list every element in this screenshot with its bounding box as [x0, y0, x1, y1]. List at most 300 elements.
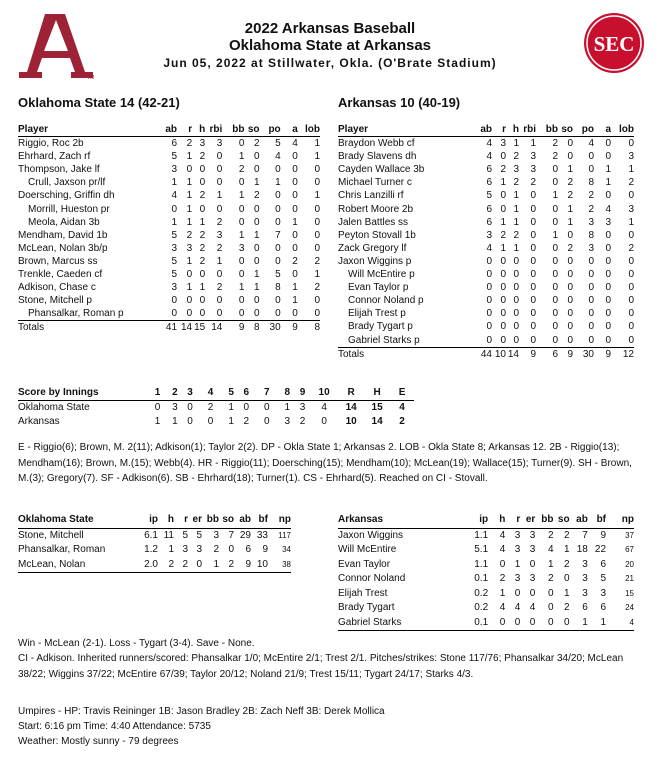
stat-cell: 0	[216, 203, 223, 215]
stat-cell: 0	[253, 242, 260, 254]
stat-cell: 0	[199, 295, 206, 307]
column-header: lob	[298, 123, 320, 137]
player-name: Doersching, Griffin dh	[18, 190, 115, 202]
innings-row	[18, 401, 414, 416]
column-header: a	[594, 123, 611, 137]
player-row	[338, 255, 634, 268]
column-header: Oklahoma State	[18, 513, 136, 528]
stat-cell: 2	[199, 242, 206, 254]
stat-cell: 1	[186, 216, 193, 228]
stat-cell: 3	[182, 544, 188, 555]
player-name: Connor Noland	[338, 573, 406, 584]
player-row	[338, 176, 634, 189]
inning-cell: 4	[399, 402, 405, 413]
stat-cell: 1	[216, 190, 223, 202]
stat-cell: 0	[500, 321, 506, 333]
stat-cell: 2	[547, 529, 554, 541]
stat-cell: 1	[564, 587, 570, 599]
stat-cell: 3	[530, 151, 536, 163]
player-row	[338, 307, 634, 320]
stat-cell: 0	[292, 269, 298, 281]
stat-cell: 2	[314, 255, 320, 267]
stat-cell: 0	[314, 295, 320, 307]
stat-cell: 0	[605, 151, 611, 163]
stat-cell: 0	[314, 164, 320, 176]
stat-cell: 21	[625, 574, 634, 583]
inning-cell: 0	[207, 416, 214, 427]
stat-cell: 0	[253, 164, 260, 176]
stat-cell: 4	[486, 151, 492, 163]
stat-cell: 1	[238, 190, 245, 202]
team-name: Oklahoma State	[18, 402, 90, 413]
stat-cell: 1.1	[474, 558, 489, 570]
stat-cell: 0	[506, 334, 519, 348]
stat-cell: 2	[186, 229, 193, 241]
column-header: Player	[18, 123, 152, 137]
home-box-score	[18, 123, 320, 335]
player-name: Crull, Jaxson pr/lf	[28, 177, 106, 189]
stat-cell: 0	[588, 308, 594, 320]
dateline: Jun 05, 2022 at Stillwater, Okla. (O'Brate Stadium)	[163, 56, 497, 70]
player-row	[338, 558, 634, 573]
stat-cell: 1	[186, 151, 193, 163]
game-title: 2022 Arkansas Baseball	[244, 20, 416, 37]
stat-cell: 2	[628, 177, 634, 189]
stat-cell: 0	[260, 307, 281, 321]
stat-cell: 2	[513, 151, 519, 163]
away-pitching	[338, 513, 634, 631]
total-cell: 8	[314, 322, 320, 334]
total-cell: 8	[253, 322, 260, 334]
stat-cell: 6.1	[144, 529, 158, 541]
inning-cell: 1	[228, 402, 234, 413]
stat-cell: 24	[625, 603, 634, 612]
stat-cell: 3	[186, 242, 193, 254]
stat-cell: 0	[292, 203, 298, 215]
stat-cell: 0	[205, 307, 222, 321]
stat-cell: 2	[213, 544, 219, 555]
stat-cell: 0	[253, 295, 260, 307]
column-header: r	[492, 123, 506, 137]
home-pitching	[18, 513, 291, 573]
stat-cell: 0	[567, 229, 573, 241]
inning-cell: 0	[243, 402, 250, 413]
stat-cell: 1	[314, 151, 320, 163]
player-row	[18, 176, 320, 189]
stat-cell: 1	[202, 558, 219, 573]
stat-cell: 2	[513, 177, 519, 189]
innings-row	[18, 415, 414, 429]
stat-cell: 1	[292, 295, 298, 307]
total-cell: 12	[622, 348, 634, 360]
total-cell: 9	[238, 322, 245, 334]
inning-cell: 0	[321, 416, 327, 427]
stat-cell: 1	[547, 558, 554, 570]
inning-cell: 3	[284, 416, 291, 427]
stat-cell: 5	[171, 229, 178, 241]
stat-cell: 0	[500, 308, 506, 320]
player-row	[18, 216, 320, 229]
column-header: np	[606, 513, 634, 528]
stat-cell: 0	[588, 151, 594, 163]
stat-cell: 0	[244, 307, 259, 321]
stat-cell: 2	[500, 229, 506, 241]
stat-cell: 0	[228, 544, 234, 555]
innings-column: 1	[148, 386, 167, 401]
player-name: Adkison, Chase c	[18, 282, 96, 294]
stat-cell: 3	[582, 558, 588, 570]
stat-cell: 1	[552, 190, 558, 202]
stat-cell: 0	[238, 295, 245, 307]
innings-column: Score by Innings	[18, 386, 148, 401]
player-row	[338, 137, 634, 151]
stat-cell: 0	[530, 190, 536, 202]
away-team-heading: Arkansas 10 (40-19)	[338, 95, 461, 110]
stat-cell: 3	[513, 164, 519, 176]
player-row	[338, 203, 634, 216]
stat-cell: 0	[216, 164, 223, 176]
stat-cell: 1	[552, 229, 558, 241]
stat-cell: 0	[253, 151, 260, 163]
stat-cell: 1	[605, 164, 611, 176]
player-row	[18, 255, 320, 268]
stat-cell: 0	[628, 282, 634, 294]
player-name: Riggio, Roc 2b	[18, 138, 84, 150]
stat-cell: 3	[588, 242, 594, 254]
stat-cell: 0	[253, 216, 260, 228]
player-row	[18, 163, 320, 176]
player-row	[338, 268, 634, 281]
misc-notes: CI - Adkison. Inherited runners/scored: Phansalkar 1/0; McEntire 2/1; Trest 2/1. Pitches/strikes: Stone 117/76; Phansalkar 34/20; McLean 38/22; Wiggins 37/22; McEntire 67/39; Taylor 20/12; Noland 21/9; Trest 15/11; Tygart 24/17; Starks 4/3.	[18, 653, 624, 680]
stat-cell: 15	[625, 588, 634, 598]
column-header: bb	[535, 513, 553, 528]
stat-cell: 0	[171, 295, 178, 307]
stat-cell: 9	[600, 529, 607, 541]
stat-cell: 0	[500, 151, 506, 163]
stat-cell: 1	[186, 255, 193, 267]
inning-cell: 2	[399, 416, 405, 427]
stat-cell: 0	[567, 295, 573, 307]
player-row	[338, 320, 634, 333]
stat-cell: 3	[605, 216, 611, 228]
stat-cell: 22	[594, 544, 607, 555]
stat-cell: 2	[547, 573, 554, 584]
player-row	[338, 601, 634, 616]
stat-cell: 0	[530, 321, 536, 333]
column-header: ab	[152, 123, 177, 137]
stat-cell: 0	[275, 164, 281, 176]
total-cell: 9	[567, 348, 573, 360]
total-cell: 10	[494, 348, 506, 360]
stat-cell: 0	[530, 269, 536, 281]
stat-cell: 2	[199, 190, 206, 202]
stat-cell: 5	[600, 573, 607, 584]
stat-cell: 3	[216, 138, 223, 150]
stat-cell: 0	[314, 203, 320, 215]
column-header: so	[219, 513, 234, 528]
innings-column: 10	[310, 386, 338, 401]
stat-cell: 0	[216, 269, 223, 281]
stat-cell: 3	[628, 151, 634, 163]
stat-cell: 4	[292, 138, 298, 150]
stat-cell: 2	[564, 558, 570, 570]
stat-cell: 4	[606, 616, 634, 631]
stat-cell: 0	[611, 334, 634, 348]
stat-cell: 0	[314, 229, 320, 241]
stat-cell: 0	[605, 138, 611, 150]
totals-row	[18, 321, 320, 335]
column-header: a	[281, 123, 298, 137]
totals-row	[338, 347, 634, 361]
stat-cell: 5	[486, 190, 492, 202]
stat-cell: 4	[499, 529, 506, 541]
player-name: Peyton Stovall 1b	[338, 229, 416, 241]
stat-cell: 18	[576, 544, 588, 555]
stat-cell: 0	[199, 164, 206, 176]
stat-cell: 0	[530, 216, 536, 228]
stat-cell: 1	[513, 216, 519, 228]
player-row	[338, 189, 634, 202]
svg-text:SEC: SEC	[593, 32, 635, 56]
stat-cell: 0	[152, 307, 177, 321]
stat-cell: 0	[500, 203, 506, 215]
stat-cell: 3	[582, 573, 588, 584]
stat-cell: 0	[605, 282, 611, 294]
player-name: Elijah Trest p	[348, 308, 406, 320]
stat-cell: 0	[192, 307, 205, 321]
stat-cell: 1	[171, 216, 178, 228]
player-row	[338, 229, 634, 242]
stat-cell: 0	[499, 558, 506, 570]
stat-cell: 0	[216, 295, 223, 307]
column-header: rbi	[205, 123, 222, 137]
stat-cell: 6	[582, 602, 588, 613]
stat-cell: 4	[499, 602, 506, 613]
stat-cell: 0.2	[474, 587, 489, 599]
stat-cell: 0	[486, 282, 492, 294]
header-row	[338, 123, 634, 137]
stat-cell: 4	[486, 138, 492, 150]
stat-cell: 0	[298, 307, 320, 321]
innings-column: 9	[295, 386, 310, 401]
player-name: Morrill, Hueston pr	[28, 203, 110, 215]
player-name: Thompson, Jake lf	[18, 164, 100, 176]
inning-cell: 0	[264, 416, 270, 427]
stat-cell: 0	[500, 295, 506, 307]
player-name: Gabriel Starks	[338, 616, 465, 631]
stat-cell: 0	[605, 229, 611, 241]
column-header: bb	[536, 123, 558, 137]
stat-cell: 0	[488, 616, 505, 631]
stat-cell: 0	[552, 255, 558, 267]
stat-cell: 4	[275, 151, 281, 163]
player-name: Mendham, David 1b	[18, 229, 108, 241]
column-header: r	[177, 123, 192, 137]
player-name: Zack Gregory lf	[338, 242, 407, 254]
player-name: Gabriel Starks p	[338, 334, 468, 348]
innings-column: H	[364, 386, 390, 401]
player-name: Will McEntire	[338, 544, 397, 555]
player-name: Trenkle, Caeden cf	[18, 269, 103, 281]
stat-cell: 1	[628, 216, 634, 228]
stat-cell: 0	[628, 190, 634, 202]
header-row	[338, 513, 634, 528]
stat-cell: 0	[628, 229, 634, 241]
stat-cell: 6	[600, 558, 607, 570]
stat-cell: 9	[234, 558, 251, 573]
stat-cell: 0	[529, 587, 536, 599]
stat-cell: 0	[513, 282, 519, 294]
player-name: Phansalkar, Roman	[18, 544, 106, 555]
stat-cell: 1	[567, 216, 573, 228]
stat-cell: 0	[567, 138, 573, 150]
stat-cell: 1	[513, 138, 519, 150]
stat-cell: 1	[500, 242, 506, 254]
stat-cell: 11	[163, 529, 174, 541]
player-name: Connor Noland p	[348, 295, 424, 307]
innings-column: R	[338, 386, 364, 401]
total-cell: 41	[165, 322, 178, 334]
player-name: Evan Taylor	[338, 558, 391, 570]
stat-cell: 3	[238, 242, 245, 254]
stat-cell: 1	[500, 177, 506, 189]
stat-cell: 67	[625, 545, 634, 554]
stat-cell: 2	[567, 242, 573, 254]
player-row	[18, 268, 320, 281]
player-row	[18, 528, 291, 543]
column-header: so	[554, 513, 570, 528]
stat-cell: 1	[500, 216, 506, 228]
player-row	[18, 558, 291, 573]
stat-cell: 0	[513, 255, 519, 267]
player-row	[338, 543, 634, 558]
stat-cell: 1	[186, 177, 193, 189]
score-by-innings	[18, 386, 414, 429]
svg-text:TM: TM	[87, 75, 95, 80]
inning-cell: 14	[345, 402, 357, 413]
column-header: rbi	[519, 123, 536, 137]
stat-cell: 3	[500, 138, 506, 150]
player-name: Elijah Trest	[338, 587, 388, 599]
player-name: Stone, Mitchell p	[18, 295, 92, 307]
stat-cell: 0	[628, 308, 634, 320]
stat-cell: 2	[530, 177, 536, 189]
innings-column: E	[390, 386, 414, 401]
stat-cell: 6	[486, 177, 492, 189]
stat-cell: 0.1	[474, 573, 489, 584]
player-row	[338, 528, 634, 543]
stat-cell: 0	[292, 190, 298, 202]
stat-cell: 0	[292, 164, 298, 176]
stat-cell: 0	[500, 282, 506, 294]
player-row	[338, 294, 634, 307]
stat-cell: 3	[514, 544, 521, 555]
player-row	[18, 281, 320, 294]
player-name: Brown, Marcus ss	[18, 255, 98, 267]
total-cell: 9	[292, 322, 298, 334]
stat-cell: 20	[625, 559, 634, 569]
stat-cell: 0	[238, 269, 245, 281]
stat-cell: 5	[275, 138, 281, 150]
player-name: Brady Slavens dh	[338, 151, 417, 163]
total-cell: 9	[530, 348, 536, 360]
stat-cell: 0	[552, 269, 558, 281]
stat-cell: 2.0	[136, 558, 158, 573]
stat-cell: 5	[182, 529, 188, 541]
stat-cell: 0	[513, 269, 519, 281]
stat-cell: 3	[171, 242, 178, 254]
stat-cell: 0	[628, 138, 634, 150]
stat-cell: 0	[552, 282, 558, 294]
player-name: Cayden Wallace 3b	[338, 164, 425, 176]
stat-cell: 0	[567, 308, 573, 320]
column-header: ip	[465, 513, 489, 528]
stat-cell: 0	[292, 177, 298, 189]
stat-cell: 0	[535, 616, 553, 631]
header-row	[18, 123, 320, 137]
stat-cell: 0	[238, 255, 245, 267]
stat-cell: 2	[174, 558, 188, 573]
inning-cell: 10	[345, 416, 357, 427]
stat-cell: 0	[547, 602, 554, 613]
header-row	[18, 513, 291, 528]
stat-cell: 29	[239, 529, 251, 541]
column-header: bf	[251, 513, 268, 528]
decision-notes: Win - McLean (2-1). Loss - Tygart (3-4). Save - None.	[18, 638, 255, 649]
stat-cell: 3	[514, 529, 521, 541]
stat-cell: 0	[530, 255, 536, 267]
stat-cell: 3	[530, 164, 536, 176]
innings-column: 4	[198, 386, 224, 401]
stat-cell: 0	[530, 203, 536, 215]
stat-cell: 37	[625, 530, 634, 540]
stat-cell: 3	[600, 587, 607, 599]
stat-cell: 3	[171, 282, 178, 294]
player-name: Brady Tygart p	[348, 321, 413, 333]
umpires: Umpires - HP: Travis Reininger 1B: Jason Bradley 2B: Zach Neff 3B: Derek Mollica	[18, 706, 385, 717]
stat-cell: 0	[513, 295, 519, 307]
column-header: r	[505, 513, 520, 528]
stat-cell: 0	[188, 558, 202, 573]
stat-cell: 34	[282, 545, 291, 554]
play-notes: E - Riggio(6); Brown, M. 2(11); Adkison(1); Taylor 2(2). DP - Okla State 1; Arkansas 2. LOB - Okla State 8; Arkansas 12. 2B - Riggio(13); Mendham(16); Brown, M.(15); Webb(4). HR - Riggio(11); Doersching(15); Mendham(10); McLean(19); Wallace(15); Turner(9). SH - Brown, M.(3); Gregory(7). SF - Adkison(6). SB - Ehrhard(18); Turner(1). CS - Ehrhard(5). Reached on CI - Stovall.	[18, 442, 632, 484]
column-header: h	[158, 513, 174, 528]
stat-cell: 3	[628, 203, 634, 215]
stat-cell: 0	[514, 587, 521, 599]
totals-label: Totals	[18, 322, 45, 334]
stat-cell: 1	[216, 255, 223, 267]
stat-cell: 3	[171, 164, 178, 176]
stat-cell: 0	[238, 138, 245, 150]
stat-cell: 4	[529, 602, 536, 613]
stat-cell: 0	[605, 295, 611, 307]
stat-cell: 5	[171, 255, 178, 267]
column-header: ab	[234, 513, 251, 528]
player-row	[18, 150, 320, 163]
player-row	[338, 572, 634, 587]
stat-cell: 0	[513, 321, 519, 333]
player-row	[338, 616, 634, 631]
column-header: so	[558, 123, 573, 137]
stat-cell: 4	[499, 544, 506, 555]
stat-cell: 5	[171, 269, 178, 281]
column-header: h	[192, 123, 205, 137]
stat-cell: 0	[573, 334, 594, 348]
stat-cell: 1	[564, 544, 570, 555]
team-name: Arkansas	[18, 416, 60, 427]
inning-cell: 15	[371, 402, 383, 413]
stat-cell: 8	[275, 282, 281, 294]
